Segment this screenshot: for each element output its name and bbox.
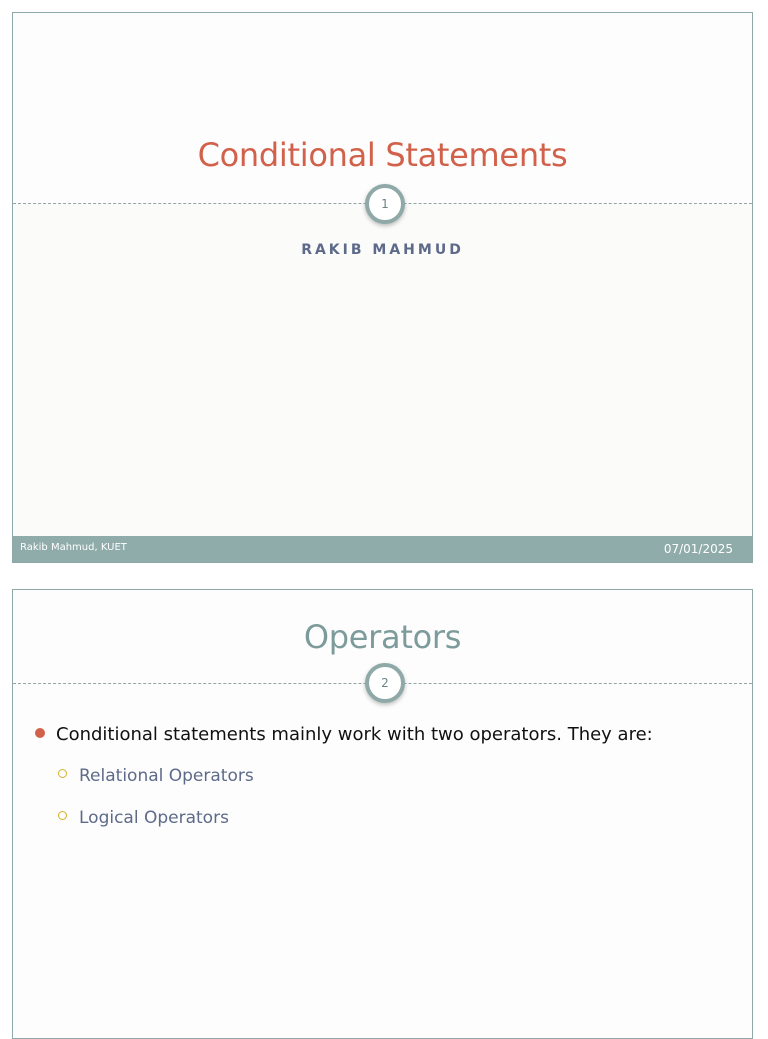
hollow-circle-bullet-icon xyxy=(58,769,67,778)
slide-number-badge: 1 xyxy=(365,184,405,224)
slide-number-badge: 2 xyxy=(365,663,405,703)
slide-title: Operators xyxy=(303,618,462,656)
list-item xyxy=(58,766,254,786)
bullet-text: Logical Operators xyxy=(79,808,229,828)
footer-date: 07/01/2025 xyxy=(663,542,733,556)
slide-subtitle: RAKIB MAHMUD xyxy=(301,242,464,258)
slide-title: Conditional Statements xyxy=(197,136,568,174)
bullet-text: Conditional statements mainly work with two operators. They are: xyxy=(56,724,653,745)
bullet-text: Relational Operators xyxy=(79,766,254,786)
slide-footer xyxy=(13,536,752,562)
hollow-circle-bullet-icon xyxy=(58,811,67,820)
footer-author: Rakib Mahmud, KUET xyxy=(20,542,127,553)
filled-circle-bullet-icon xyxy=(35,728,45,738)
slide-2 xyxy=(12,589,753,1039)
slide-1 xyxy=(12,12,753,563)
list-item xyxy=(58,808,229,828)
list-item xyxy=(35,724,653,745)
